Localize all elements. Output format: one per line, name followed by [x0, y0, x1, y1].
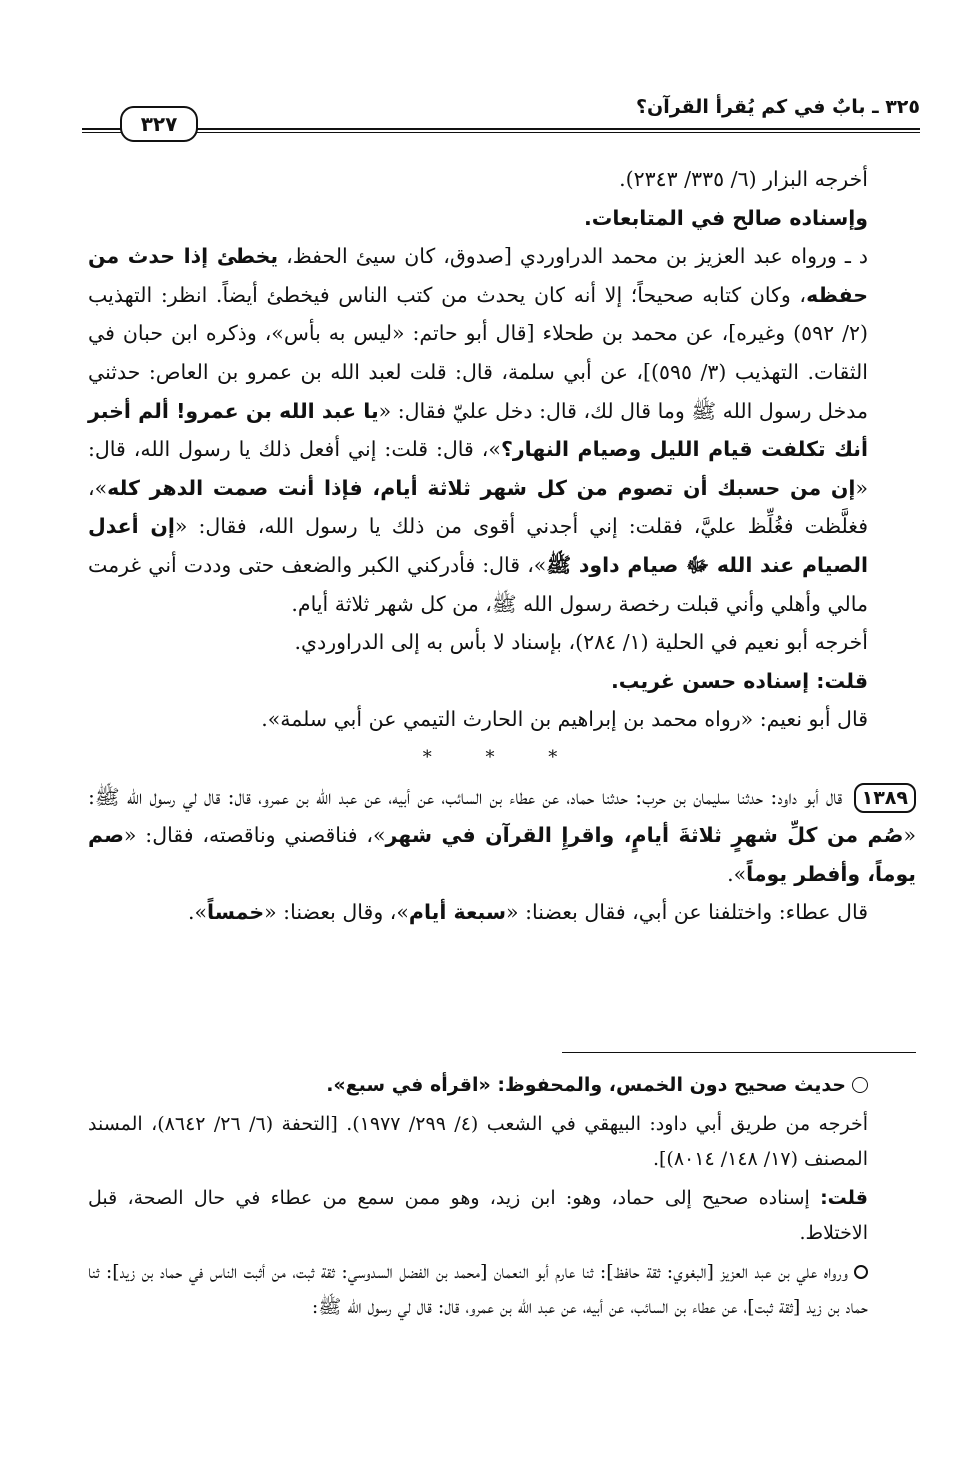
note	[88, 1181, 916, 1251]
ornament-icon	[852, 1077, 868, 1093]
text-run-bold: قلت:	[820, 1187, 868, 1209]
text-run-bold: إن أعدل الصيام عند الله ﷻ صيام داود ﷺ	[88, 514, 868, 577]
text-run-bold: إسناده حسن غريب.	[610, 668, 817, 693]
paragraph-bold: وإسناده صالح في المتابعات.	[583, 205, 868, 230]
text-run: »، قال: فأدركني الكبر والضعف حتى وددت أني غرمت مالي وأهلي وأني قبلت رخصة رسول الله ﷺ، من كل شهر ثلاثة أيام.	[88, 552, 868, 616]
paragraph: أخرجه البزار (٦/ ٣٣٥/ ٢٣٤٣).	[619, 167, 868, 191]
text-run: قال أبو داود: حدثنا سليمان بن حرب: حدثنا حماد، عن عطاء بن السائب، عن أبيه، عن عبد الله بن عمرو، قال: قال لي رسول الله ﷺ: «	[88, 784, 916, 848]
header-rule	[82, 128, 920, 130]
text-run-bold: صم يوماً، وأفطر يوماً	[88, 823, 916, 886]
text-run-bold: حديث صحيح دون الخمس، والمحفوظ: «اقرأه في سبع».	[326, 1074, 846, 1096]
text-run-bold: إن من حسبك أن تصوم من كل شهر ثلاثة أيام، فإذا أنت صمت الدهر كله	[107, 475, 856, 500]
text-run: »، قال: قلت: إني أفعل ذلك يا رسول الله، قال: «	[88, 437, 868, 500]
page-number: ٣٢٧	[120, 106, 198, 142]
text-run: ، وكان كتابه صحيحاً؛ إلا أنه كان يحدث من كتب الناس فيخطئ أيضاً. انظر: التهذيب (٢/ ٥٩٢) وغيره]، عن محمد بن طحلاء [قال أبو حاتم: «ليس به بأس»، وذكره ابن حبان في الثقات. التهذيب (٣/ ٥٩٥)]، عن أبي سلمة، قال: قلت لعبد الله بن عمرو بن العاص: حدثني مدخل رسول الله ﷺ وما قال لك، قال: دخل عليّ فقال: «	[88, 282, 868, 423]
paragraph	[88, 237, 916, 623]
text-run: قال عطاء: واختلفنا عن أبي، فقال بعضنا: «	[506, 900, 868, 925]
main-text	[88, 160, 916, 932]
paragraph: قال أبو نعيم: «رواه محمد بن إبراهيم بن الحارث التيمي عن أبي سلمة».	[261, 707, 868, 732]
page-header	[82, 92, 920, 136]
text-run: د ـ ورواه عبد العزيز بن محمد الدراوردي [صدوق، كان سيئ الحفظ،	[278, 244, 868, 269]
text-run-bold: يخطئ إذا حدث من حفظه	[88, 244, 868, 307]
text-run-bold: يا عبد الله بن عمرو! ألم أخبر أنك تكلفت قيام الليل وصيام النهار؟	[88, 398, 869, 462]
note-heading	[88, 1068, 916, 1103]
paragraph: أخرجه أبو نعيم في الحلية (١/ ٢٨٤)، بإسناد لا بأس به إلى الدراوردي.	[294, 630, 868, 655]
hadith-paragraph	[88, 778, 916, 894]
footnote-divider	[562, 1052, 916, 1053]
text-run: ».	[727, 861, 747, 886]
footnotes	[88, 1068, 916, 1329]
note	[88, 1255, 916, 1325]
paragraph	[88, 662, 916, 701]
text-run: ورواه علي بن عبد العزيز [البغوي: ثقة حافظ]: ثنا عارم أبو النعمان [محمد بن الفضل السدوسي: ثقة ثبت، من أثبت الناس في حماد بن زيد]: ثنا حماد بن زيد [ثقة ثبت]، عن عطاء بن السائب، عن أبيه، عن عبد الله بن عمرو، قال: قال لي رسول الله ﷺ:	[88, 1261, 868, 1318]
text-run-bold: قلت:	[816, 668, 868, 693]
text-run: »، فغلَّظت فغُلِّظ عليَّ، فقلت: إني أجدني أقوى من ذلك يا رسول الله، فقال: «	[88, 475, 868, 539]
hadith-number: ١٣٨٩	[854, 783, 916, 813]
text-run: ».	[187, 900, 208, 925]
text-run: »، فناقصني وناقصته، فقال: «	[123, 823, 386, 848]
note: أخرجه من طريق أبي داود: البيهقي في الشعب (٤/ ٢٩٩/ ١٩٧٧). [التحفة (٦/ ٢٦/ ٨٦٤٢)، المسند المصنف (١٧/ ١٤٨/ ٨٠١٤)].	[88, 1113, 868, 1170]
section-separator: * * *	[422, 746, 582, 768]
text-run-bold: خمساً	[207, 900, 265, 925]
chapter-title: ٣٢٥ ـ بابٌ في كم يُقرأ القرآن؟	[636, 96, 920, 118]
text-run-bold: صُم من كلِّ شهرٍ ثلاثةَ أيامٍ، واقرإِ القرآن في شهر	[385, 823, 904, 848]
paragraph	[88, 893, 916, 932]
bullet-icon	[854, 1265, 868, 1279]
text-run: إسناده صحيح إلى حماد، وهو: ابن زيد، وهو ممن سمع من عطاء في حال الصحة، قبل الاختلاط.	[88, 1187, 868, 1244]
text-run: »، وقال بعضنا: «	[264, 900, 409, 925]
text-run-bold: سبعة أيام	[408, 900, 507, 925]
header-rule-thin	[82, 132, 920, 133]
